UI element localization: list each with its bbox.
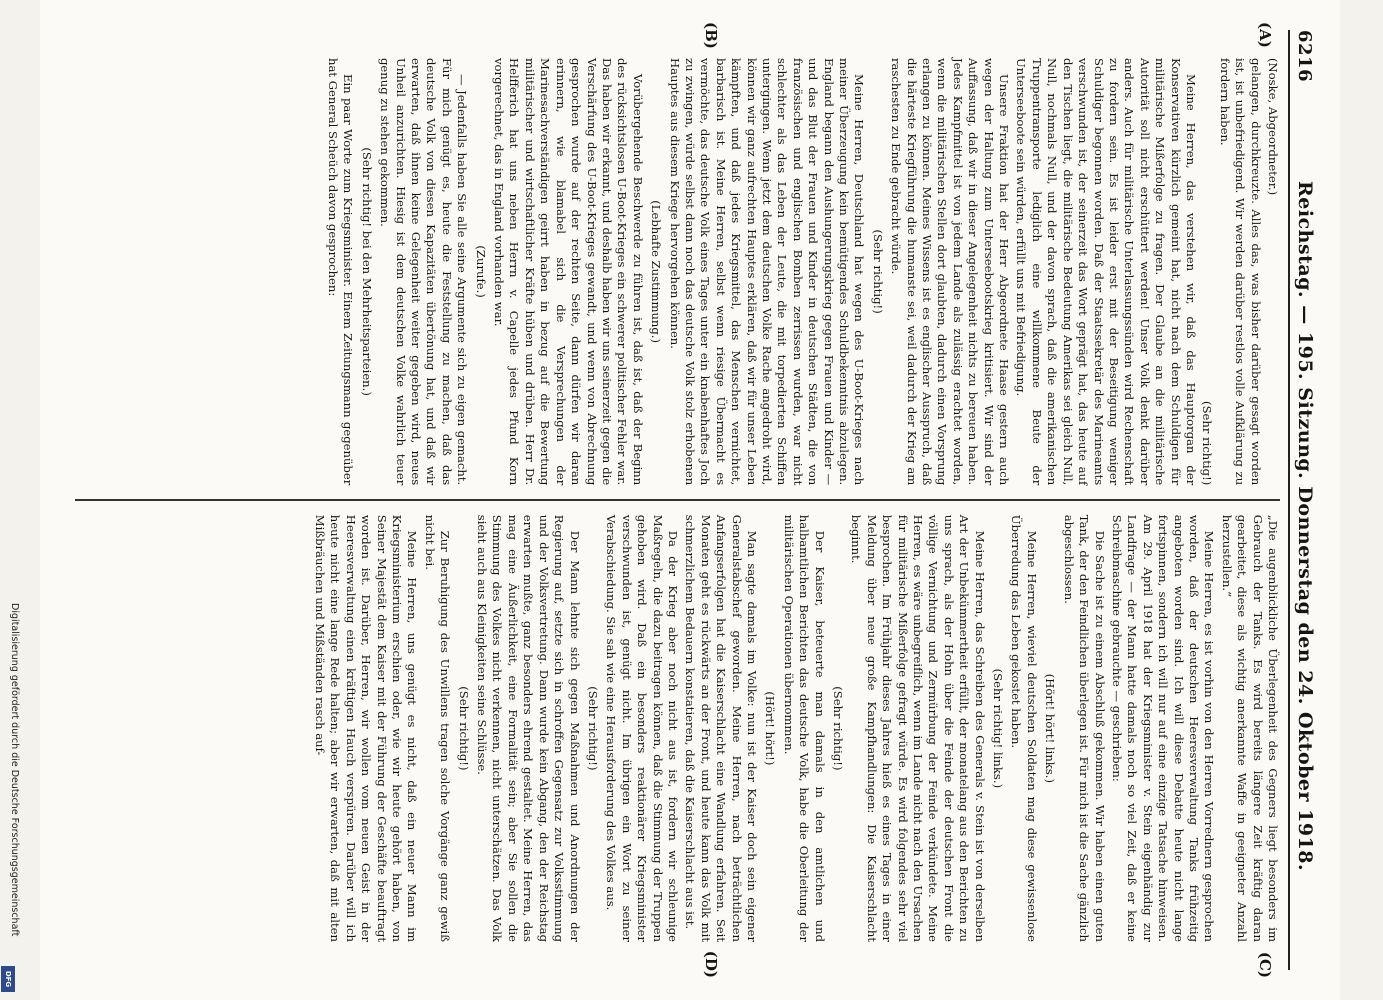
margin-marker-d: (D)	[702, 950, 720, 978]
funding-watermark: Digitalisierung gefördert durch die Deutsche Forschungsgemeinschaft	[9, 603, 20, 937]
quotation: „Die augenblickliche Überlegenheit des Gegners liegt besonders im Gebrauch der Tanks. Es wird bereits längere Zeit kräftig daran gearbeitet, diese als wichtig anerkannte Waffe in geeigneter Anzahl herzustellen.“	[1219, 514, 1280, 942]
paragraph: Man sagte damals im Volke: nun ist der Kaiser doch sein eigener Generalstabschef geworden. Meine Herren, nach beträchtlichen Anfangserfolgen hat die Kaiserschlacht eine Wandlung erfahren. Seit Monaten geht es rückwärts an der Front, und heute kann das Volk mit schmerzlichem Bedauern konstatieren, daß die Kaiserschlacht aus ist.	[683, 514, 759, 942]
interjection: (Sehr richtig!)	[831, 686, 846, 771]
interjection: (Zurufe.)	[473, 245, 488, 298]
dfg-logo: DFG	[1, 966, 15, 992]
paragraph: Der Mann lehnte sich gegen Maßnahmen und Anordnungen der Regierung auf, setzte sich in schroffen Gegensatz zur Volksstimmung und der Volksvertretung. Dann wurde kein Abgang, den der Reichstag erwarten mußte, ganz besonders ehrend gestaltet. Meine Herren, das mag eine Äußerlichkeit, eine Formalität sein; aber Sie sollen die Stimmung des Volkes nicht verkennen, nicht unterschätzen. Das Volk sieht auch aus Kleinigkeiten seine Schlüsse.	[475, 514, 582, 942]
interjection: (Sehr richtig! links.)	[991, 668, 1006, 789]
interjection: (Hört! hört! links.)	[1043, 673, 1058, 783]
quotation: Die Sache ist zu einem Abschluß gekommen. Wir haben einen guten Tank, der den Feindlichen überlegen ist. Für mich ist die Sache gänzlich abgeschlossen.	[1061, 514, 1107, 942]
paragraph: Meine Herren, das verstehen wir, daß das Hauptorgan der Konservativen kürzlich gemeint hat, nicht nach dem Schuldigen für militärische Mißerfolge zu fragen. Der Glaube an die militärische Autorität soll nicht erschüttert werden! Unser Volk denkt darüber anders. Auch für militärische Unterlassungssünden wird Rechenschaft zu fordern sein. Es ist leider erst mit der Beseitigung weniger Schuldiger begonnen worden. Daß der Staatssekretär des Marineamts verschwunden ist, der seinerzeit das Wort geprägt hat, das heute auf den Tischen liegt, die militärische Bedeutung Amerikas sei gleich Null, Null, nochmals Null, und der davon sprach, daß die amerikanischen Truppentransporte lediglich eine willkommene Beute der Unterseeboote sein würden, erfüllt uns mit Befriedigung.	[1014, 58, 1198, 486]
document-page	[40, 0, 1340, 1000]
margin-marker-b: (B)	[702, 22, 720, 49]
interjection: (Sehr richtig! bei den Mehrheitsparteien.)	[359, 147, 374, 396]
paragraph: Meine Herren, das Schreiben des Generals v. Stein ist von derselben Art der Unbekümmertheit erfüllt, der monatelang aus den Berichten zu uns sprach, als der Hohn über die Feinde der deutschen Front die völlige Vernichtung und Zermürbung der Feinde verkündete. Meine Herren, es wäre unbegreiflich, wenn im Lande nicht nach den Ursachen für militärische Mißerfolge gefragt würde. Es wird folgendes sehr viel besprochen. Im Frühjahr dieses Jahres hieß es eines Tages in einer Meldung über neue große Kampfhandlungen: Die Kaiserschlacht beginnt.	[849, 514, 987, 942]
speaker-name: (Noske, Abgeordneter.)	[1266, 58, 1280, 196]
paragraph: Der Kaiser, beteuerte man damals in den amtlichen und halbamtlichen Berichten das deutsche Volk, habe die Oberleitung der militärischen Operationen übernommen.	[781, 514, 827, 942]
paragraph: Meine Herren, uns genügt es nicht, daß ein neuer Mann im Kriegsministerium erschien oder, wie wir heute gehört haben, von Seiner Majestät dem Kaiser mit der Führung der Geschäfte beauftragt worden ist. Darüber, Herren, wir wollen vom neuen Geist in der Heeresverwaltung einen kräftigen Hauch verspüren. Darüber will ich heute nicht eine lange Rede halten; aber wir erwarten, daß mit alten Mißbräuchen und Mißständen rasch auf-	[313, 514, 420, 942]
margin-marker-c: (C)	[1256, 951, 1274, 978]
interjection: (Sehr richtig!)	[1200, 401, 1215, 486]
page-header	[1288, 30, 1316, 970]
margin-marker-a: (A)	[1256, 22, 1274, 48]
interjection: (Sehr richtig!)	[870, 229, 885, 314]
paragraph: Vorübergehende Beschwerde zu führen ist, daß ist, daß der Beginn des rücksichtslosen U-Boot-Krieges ein schwerer politischer Fehler war. Das haben wir erkannt, und deshalb haben wir uns seinerzeit gegen die Verschärfung des U-Boot-Krieges gewandt, und wenn von Abrechnung gesprochen wurde auf der rechten Seite, dann dürfen wir daran erinnern, wie blamabel sich die Versprechungen der Marinesachverständigen geirrt haben in bezug auf die Bewertung militärischer und wirtschaftlicher Kräfte hüben und drüben. Herr Dr. Helfferich hat uns neben Herrn v. Capelle jedes Pfund Korn vorgerechnet, das in England vorhanden war.	[492, 58, 645, 486]
interjection: (Sehr richtig!)	[456, 686, 471, 771]
interjection: (Sehr richtig!)	[585, 686, 600, 771]
text-columns	[75, 22, 1280, 978]
paragraph: gelangen, durchkreuzte. Alles das, was bisher darüber gesagt worden ist, ist unbefriedigend. Wir werden darüber restlos volle Aufklärung zu fordern haben.	[1217, 58, 1263, 486]
paragraph: Meine Herren, es ist vorhin von den Herren Vorrednern gesprochen worden, daß der deutschen Heeresverwaltung Tanks frühzeitig angeboten worden sind. Ich will diese Debatte heute nicht lange fortspinnen, sondern ich will nur auf eine einzige Tatsache hinweisen. Am 29. April 1918 hat der Kriegsminister v. Stein eigenhändig zur Landfrage — der Mann hatte damals noch so viel Zeit, daß er keine Schreibmaschine gebrauchte — geschrieben:	[1109, 514, 1217, 942]
paragraph: — Jedenfalls haben Sie alle seine Argumente sich zu eigen gemacht. Für mich genügt es, heute die Feststellung zu machen, daß das deutsche Volk von diesen Kapazitäten übertönung hat, und daß wir erwarten, daß ihnen keine Gelegenheit weiter gegeben wird, neues Unheil anzurichten. Hiesig ist dem deutschen Volke wahrlich teuer genug zu stehen gekommen.	[378, 58, 470, 486]
paragraph: Unsere Fraktion hat der Herr Abgeordnete Haase gestern auch wegen der Haltung zum Unterseebootskrieg kritisiert. Wir sind der Auffassung, daß wir in dieser Angelegenheit nichts zu bereuen haben. Jedes Kampfmittel ist von jedem Lande als zulässig erachtet worden, wenn die militärischen Stellen dort glaubten, dadurch einen Vorsprung erlangen zu können. Meines Wissens ist es englischer Ausspruch, daß die härteste Kriegführung die humanste sei, weil dadurch der Krieg am raschesten zu Ende gebracht würde.	[889, 58, 1012, 486]
paragraph: Meine Herren, wieviel deutschen Soldaten mag diese gewissenlose Überredung das Leben gekostet haben.	[1009, 514, 1039, 942]
interjection: (Hört! hört!)	[763, 691, 778, 766]
paragraph: Zur Beruhigung des Unwillens tragen solche Vorgänge ganz gewiß nicht bei.	[422, 514, 453, 942]
right-column	[75, 501, 1280, 970]
interjection: (Lebhafte Zustimmung.)	[649, 200, 664, 344]
left-column	[75, 30, 1280, 499]
paragraph: Meine Herren, Deutschland hat wegen des U-Boot-Krieges nach meiner Überzeugung kein bemütigendes Schuldbekenntnis abzulegen. England begann den Aushungerungskrieg gegen Frauen und Kinder — und das Blut der Frauen und Kinder in deutschen Städten, die von französischen und englischen Bomben zerrissen wurden, war nicht schlechter als das Leben der Leute, die mit torpedierten Schiffen untergingen. Wenn jetzt dem deutschen Volke Rache angedroht wird, können wir ganz aufrechten Hauptes erklären, daß wir für unser Leben kämpften, und daß jedes Kriegsmittel, das Menschen vernichtet, barbarisch ist. Meine Herren, selbst wenn riesige Übermacht es vermöchte, das deutsche Volk eines Tages unter ein knabenhaftes Joch zu zwingen, würde selbst dann noch das deutsche Volk stolz erhobenen Hauptes aus diesem Kriege hervorgehen können.	[667, 58, 867, 486]
paragraph: Ein paar Worte zum Kriegsminister. Einem Zeitungsmann gegenüber hat General Scheüch davon gesprochen:	[326, 58, 356, 486]
page-number: 6216	[1294, 30, 1315, 83]
page-title: Reichstag. — 195. Sitzung. Donnerstag den 24. Oktober 1918.	[1294, 180, 1316, 872]
paragraph: Da der Krieg aber noch nicht aus ist, fordern wir schleunige Maßregeln, die dazu beitragen können, daß die Stimmung der Truppen gehoben wird. Daß ein besonders reaktionärer Kriegsminister verschwunden ist, genügt nicht. Im übrigen ein Wort zu seiner Verabschiedung. Sie sah wie eine Herausforderung des Volkes aus.	[604, 514, 680, 942]
